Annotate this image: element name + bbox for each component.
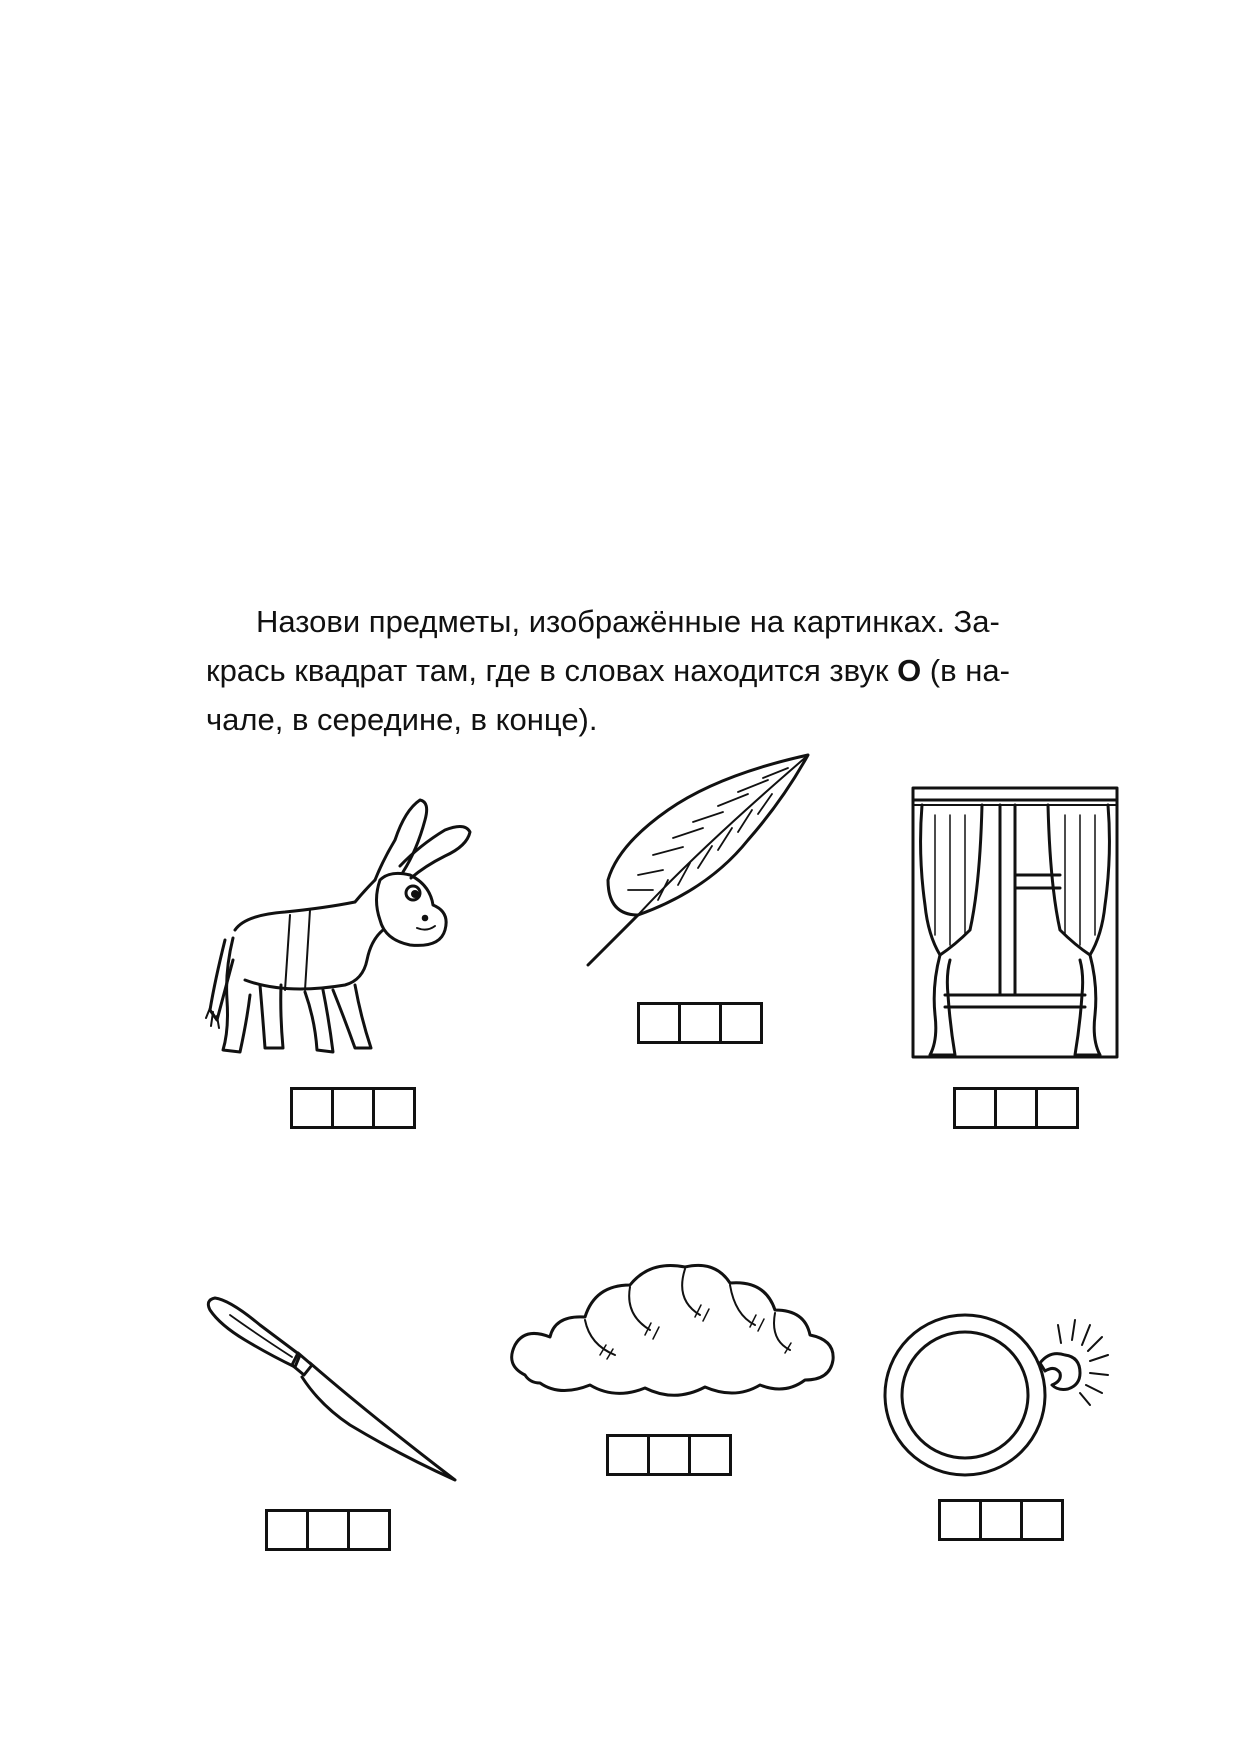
cell-start[interactable] [293,1090,334,1126]
cell-start[interactable] [956,1090,997,1126]
instruction-line-3: чале, в середине, в конце). [206,702,598,737]
cell-middle[interactable] [681,1005,722,1041]
sound-position-boxes [953,1087,1079,1129]
donkey-icon [205,780,485,1070]
cell-end[interactable] [375,1090,413,1126]
sound-position-boxes [938,1499,1064,1541]
instruction-line-2-text: крась квадрат там, где в словах находится звук [206,653,898,688]
cell-middle[interactable] [982,1502,1023,1538]
feather-icon [578,750,818,970]
ring-icon [880,1285,1120,1480]
cell-start[interactable] [268,1512,309,1548]
target-sound-letter: О [897,653,922,688]
sound-position-boxes [290,1087,416,1129]
cloud-icon [505,1255,840,1405]
instruction-line-2-tail: (в на- [921,653,1010,688]
window-curtains-icon [910,785,1120,1060]
knife-icon [200,1295,460,1485]
cell-middle[interactable] [309,1512,350,1548]
cell-end[interactable] [691,1437,729,1473]
cell-start[interactable] [609,1437,650,1473]
cell-start[interactable] [640,1005,681,1041]
cell-end[interactable] [1023,1502,1061,1538]
sound-position-boxes [265,1509,391,1551]
cell-end[interactable] [722,1005,760,1041]
sound-position-boxes [637,1002,763,1044]
sound-position-boxes [606,1434,732,1476]
cell-middle[interactable] [334,1090,375,1126]
instruction-line-2 [206,646,1136,695]
cell-start[interactable] [941,1502,982,1538]
cell-end[interactable] [350,1512,388,1548]
task-instruction [206,597,1136,744]
instruction-line-1: Назови предметы, изображённые на картинках. За- [256,604,1000,639]
cell-middle[interactable] [997,1090,1038,1126]
cell-end[interactable] [1038,1090,1076,1126]
cell-middle[interactable] [650,1437,691,1473]
